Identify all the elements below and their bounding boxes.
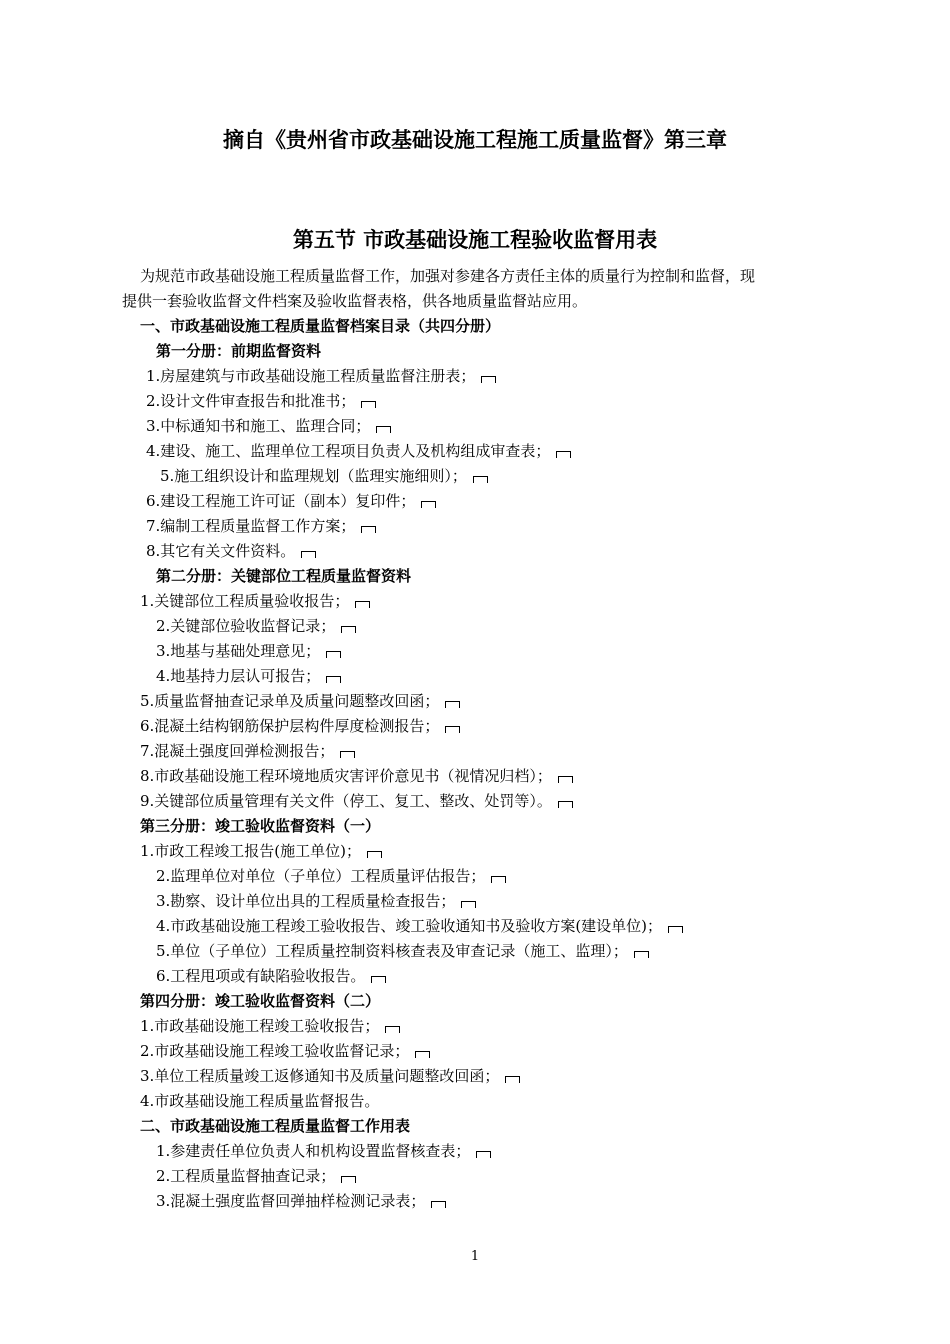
link-mark-icon — [385, 1026, 400, 1033]
list-item-text: 7.编制工程质量监督工作方案； — [146, 517, 356, 535]
list-item-text: 7.混凝土强度回弹检测报告； — [140, 742, 335, 760]
list-item — [140, 739, 355, 764]
volume-2-title: 第二分册：关键部位工程质量监督资料 — [156, 567, 412, 585]
list-item — [156, 614, 356, 639]
intro-paragraph — [122, 264, 834, 314]
list-item-text: 4.市政基础设施工程竣工验收报告、竣工验收通知书及验收方案(建设单位)； — [156, 917, 663, 935]
link-mark-icon — [355, 601, 370, 608]
link-mark-icon — [473, 476, 488, 483]
link-mark-icon — [445, 701, 460, 708]
link-mark-icon — [341, 1176, 356, 1183]
link-mark-icon — [556, 451, 571, 458]
volume-3-title: 第三分册：竣工验收监督资料（一） — [140, 817, 381, 835]
link-mark-icon — [481, 376, 496, 383]
list-item — [156, 889, 476, 914]
link-mark-icon — [341, 626, 356, 633]
link-mark-icon — [376, 426, 391, 433]
list-item-text: 4.建设、施工、监理单位工程项目负责人及机构组成审查表； — [146, 442, 551, 460]
list-item-text: 4.地基持力层认可报告； — [156, 667, 321, 685]
list-item — [146, 439, 571, 464]
list-item-text: 3.混凝土强度监督回弹抽样检测记录表； — [156, 1192, 426, 1210]
list-item-text: 2.工程质量监督抽查记录； — [156, 1167, 336, 1185]
list-item — [146, 389, 376, 414]
list-item-text: 6.建设工程施工许可证（副本）复印件； — [146, 492, 416, 510]
list-item-text: 5.质量监督抽查记录单及质量问题整改回函； — [140, 692, 440, 710]
link-mark-icon — [371, 976, 386, 983]
list-item — [156, 1139, 491, 1164]
volume-1-title: 第一分册：前期监督资料 — [156, 342, 322, 360]
list-item-text: 4.市政基础设施工程质量监督报告。 — [140, 1092, 380, 1110]
intro-line-1: 为规范市政基础设施工程质量监督工作，加强对参建各方责任主体的质量行为控制和监督，现 — [140, 267, 756, 285]
list-item — [146, 539, 316, 564]
list-item — [156, 1164, 356, 1189]
list-item — [140, 714, 460, 739]
list-item-text: 2.设计文件审查报告和批准书； — [146, 392, 356, 410]
list-item-text: 6.工程甩项或有缺陷验收报告。 — [156, 967, 366, 985]
list-item-text: 3.中标通知书和施工、监理合同； — [146, 417, 371, 435]
section-title: 第五节 市政基础设施工程验收监督用表 — [292, 227, 658, 252]
list-item — [156, 664, 341, 689]
link-mark-icon — [445, 726, 460, 733]
list-item-text: 3.勘察、设计单位出具的工程质量检查报告； — [156, 892, 456, 910]
list-item-text: 8.其它有关文件资料。 — [146, 542, 296, 560]
list-item-text: 5.单位（子单位）工程质量控制资料核查表及审查记录（施工、监理）； — [156, 942, 628, 960]
list-item-text: 3.地基与基础处理意见； — [156, 642, 321, 660]
link-mark-icon — [634, 951, 649, 958]
list-item — [146, 514, 376, 539]
list-item-text: 5.施工组织设计和监理规划（监理实施细则）； — [160, 467, 467, 485]
intro-line-2: 提供一套验收监督文件档案及验收监督表格，供各地质量监督站应用。 — [122, 292, 588, 310]
list-item-text: 3.单位工程质量竣工返修通知书及质量问题整改回函； — [140, 1067, 500, 1085]
link-mark-icon — [668, 926, 683, 933]
list-item — [140, 764, 573, 789]
volume-4-title: 第四分册：竣工验收监督资料（二） — [140, 992, 381, 1010]
list-item — [140, 789, 573, 814]
list-item — [140, 1089, 379, 1114]
list-item — [140, 1039, 430, 1064]
list-item-text: 1.参建责任单位负责人和机构设置监督核查表； — [156, 1142, 471, 1160]
list-item — [156, 914, 683, 939]
link-mark-icon — [367, 851, 382, 858]
list-item — [156, 1189, 446, 1214]
list-item-text: 1.市政基础设施工程竣工验收报告； — [140, 1017, 380, 1035]
link-mark-icon — [340, 751, 355, 758]
list-item — [156, 964, 386, 989]
link-mark-icon — [326, 676, 341, 683]
list-item-text: 2.关键部位验收监督记录； — [156, 617, 336, 635]
list-item — [156, 639, 341, 664]
link-mark-icon — [361, 401, 376, 408]
link-mark-icon — [558, 776, 573, 783]
list-item-text: 1.关键部位工程质量验收报告； — [140, 592, 350, 610]
header-title: 摘自《贵州省市政基础设施工程施工质量监督》第三章 — [223, 127, 727, 152]
list-item — [146, 489, 436, 514]
link-mark-icon — [431, 1201, 446, 1208]
link-mark-icon — [476, 1151, 491, 1158]
link-mark-icon — [415, 1051, 430, 1058]
link-mark-icon — [326, 651, 341, 658]
link-mark-icon — [558, 801, 573, 808]
list-item — [140, 589, 370, 614]
list-item-text: 2.监理单位对单位（子单位）工程质量评估报告； — [156, 867, 486, 885]
list-item-text: 1.房屋建筑与市政基础设施工程质量监督注册表； — [146, 367, 476, 385]
heading-archive-catalog: 一、市政基础设施工程质量监督档案目录（共四分册） — [140, 317, 501, 335]
link-mark-icon — [505, 1076, 520, 1083]
list-item — [146, 364, 496, 389]
list-item — [140, 689, 460, 714]
link-mark-icon — [491, 876, 506, 883]
list-item — [146, 414, 391, 439]
list-item-text: 8.市政基础设施工程环境地质灾害评价意见书（视情况归档）； — [140, 767, 552, 785]
link-mark-icon — [361, 526, 376, 533]
list-item — [156, 939, 649, 964]
list-item-text: 9.关键部位质量管理有关文件（停工、复工、整改、处罚等）。 — [140, 792, 552, 810]
list-item-text: 2.市政基础设施工程竣工验收监督记录； — [140, 1042, 410, 1060]
list-item — [140, 839, 382, 864]
link-mark-icon — [461, 901, 476, 908]
heading-work-forms: 二、市政基础设施工程质量监督工作用表 — [140, 1117, 411, 1135]
list-item — [140, 1014, 400, 1039]
list-item — [160, 464, 488, 489]
link-mark-icon — [301, 551, 316, 558]
list-item-text: 6.混凝土结构钢筋保护层构件厚度检测报告； — [140, 717, 440, 735]
link-mark-icon — [421, 501, 436, 508]
list-item-text: 1.市政工程竣工报告(施工单位)； — [140, 842, 362, 860]
list-item — [156, 864, 506, 889]
page-number: 1 — [470, 1249, 480, 1264]
list-item — [140, 1064, 520, 1089]
